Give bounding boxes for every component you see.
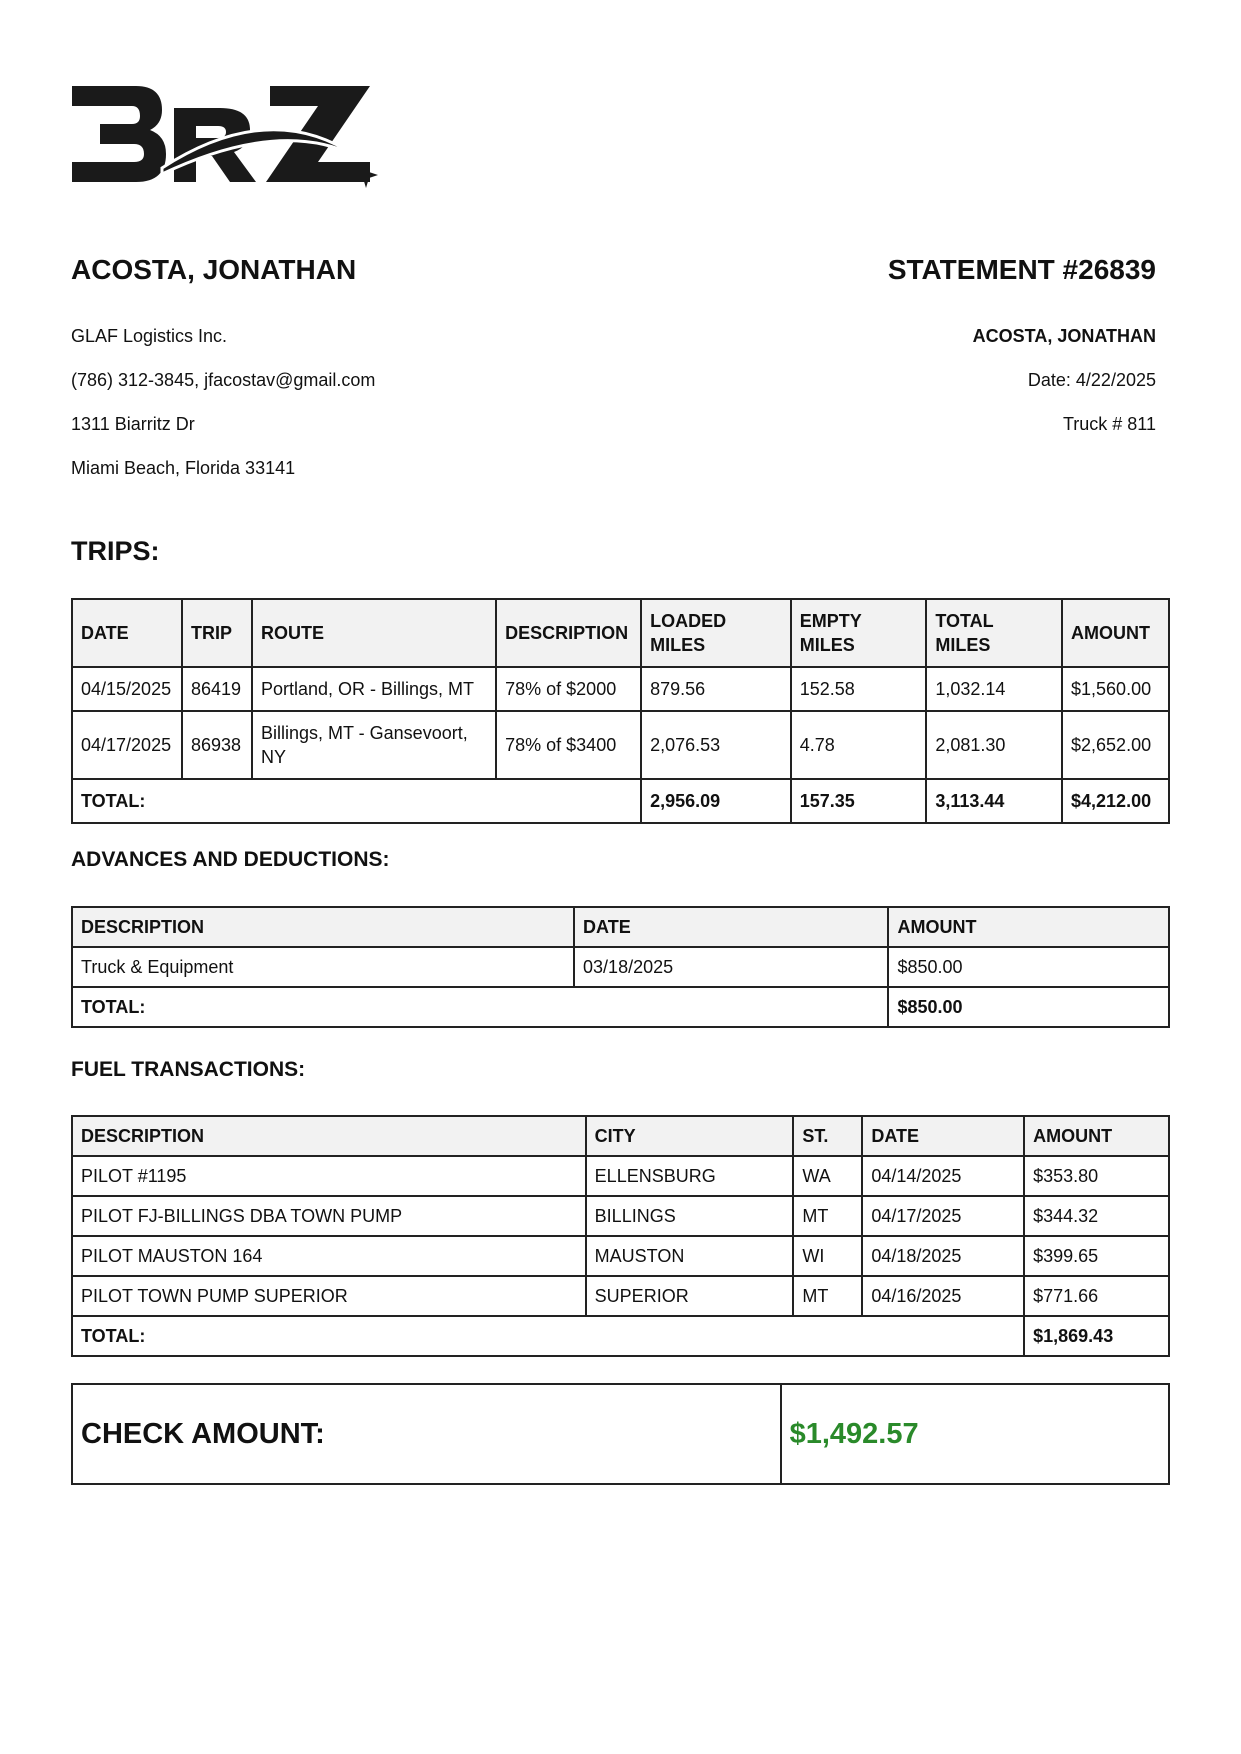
col-header: EMPTY MILES [791, 599, 927, 667]
table-cell: $353.80 [1024, 1156, 1169, 1196]
street-address: 1311 Biarritz Dr [71, 414, 195, 434]
col-header: DATE [574, 907, 888, 947]
total-row [72, 1316, 1169, 1356]
col-header: DESCRIPTION [72, 1116, 586, 1156]
table-header-row [72, 599, 1169, 667]
total-loaded-miles: 2,956.09 [641, 779, 791, 823]
table-header-row [72, 907, 1169, 947]
table-cell: 04/18/2025 [862, 1236, 1024, 1276]
statement-date: Date: 4/22/2025 [1027, 370, 1156, 390]
table-cell: $344.32 [1024, 1196, 1169, 1236]
advances-section-title: ADVANCES AND DEDUCTIONS: [71, 848, 390, 871]
table-cell: 78% of $3400 [496, 711, 641, 779]
contact-line: (786) 312-3845, jfacostav@gmail.com [71, 370, 376, 390]
col-header: TRIP [182, 599, 252, 667]
col-header: LOADED MILES [641, 599, 791, 667]
col-header: DATE [862, 1116, 1024, 1156]
table-row [72, 947, 1169, 987]
col-header: DESCRIPTION [496, 599, 641, 667]
col-header: CITY [586, 1116, 794, 1156]
col-header: TOTAL MILES [926, 599, 1062, 667]
check-amount-row [72, 1384, 1169, 1484]
total-amount: $850.00 [888, 987, 1169, 1027]
col-header: DESCRIPTION [72, 907, 574, 947]
check-amount-value: $1,492.57 [781, 1384, 1169, 1484]
statement-number-heading: STATEMENT #26839 [887, 254, 1156, 285]
table-cell: 879.56 [641, 667, 791, 711]
fuel-table [71, 1115, 1170, 1357]
table-cell: MT [793, 1276, 862, 1316]
fuel-section-title: FUEL TRANSACTIONS: [71, 1058, 306, 1081]
table-cell: 2,081.30 [926, 711, 1062, 779]
col-header: AMOUNT [1024, 1116, 1169, 1156]
col-header: AMOUNT [888, 907, 1169, 947]
table-cell: 04/14/2025 [862, 1156, 1024, 1196]
table-row [72, 1156, 1169, 1196]
table-cell: 04/17/2025 [862, 1196, 1024, 1236]
total-label: TOTAL: [72, 1316, 1024, 1356]
table-cell: SUPERIOR [586, 1276, 794, 1316]
table-cell: Billings, MT - Gansevoort, NY [252, 711, 496, 779]
table-cell: $1,560.00 [1062, 667, 1169, 711]
table-row [72, 667, 1169, 711]
table-cell: MT [793, 1196, 862, 1236]
table-cell: 152.58 [791, 667, 927, 711]
table-cell: WI [793, 1236, 862, 1276]
table-cell: ELLENSBURG [586, 1156, 794, 1196]
table-cell: Portland, OR - Billings, MT [252, 667, 496, 711]
table-cell: MAUSTON [586, 1236, 794, 1276]
table-cell: 86419 [182, 667, 252, 711]
table-cell: 04/16/2025 [862, 1276, 1024, 1316]
check-amount-box [71, 1383, 1170, 1485]
table-cell: PILOT MAUSTON 164 [72, 1236, 586, 1276]
col-header: ST. [793, 1116, 862, 1156]
table-cell: WA [793, 1156, 862, 1196]
table-cell: 04/17/2025 [72, 711, 182, 779]
total-row [72, 987, 1169, 1027]
table-header-row [72, 1116, 1169, 1156]
table-cell: PILOT #1195 [72, 1156, 586, 1196]
table-cell: 04/15/2025 [72, 667, 182, 711]
table-cell: BILLINGS [586, 1196, 794, 1236]
table-row [72, 1276, 1169, 1316]
advances-table [71, 906, 1170, 1028]
col-header: ROUTE [252, 599, 496, 667]
statement-info [973, 314, 1156, 446]
table-cell: $399.65 [1024, 1236, 1169, 1276]
table-cell: $2,652.00 [1062, 711, 1169, 779]
table-cell: 2,076.53 [641, 711, 791, 779]
total-label: TOTAL: [72, 779, 641, 823]
table-cell: PILOT FJ-BILLINGS DBA TOWN PUMP [72, 1196, 586, 1236]
table-cell: 1,032.14 [926, 667, 1062, 711]
table-cell: $850.00 [888, 947, 1169, 987]
table-cell: 4.78 [791, 711, 927, 779]
trips-table [71, 598, 1170, 824]
total-row [72, 779, 1169, 823]
table-cell: 03/18/2025 [574, 947, 888, 987]
col-header: AMOUNT [1062, 599, 1169, 667]
table-row [72, 711, 1169, 779]
total-empty-miles: 157.35 [791, 779, 927, 823]
table-cell: $771.66 [1024, 1276, 1169, 1316]
table-cell: 86938 [182, 711, 252, 779]
check-amount-label: CHECK AMOUNT: [72, 1384, 781, 1484]
city-state-zip: Miami Beach, Florida 33141 [71, 458, 296, 478]
table-cell: 78% of $2000 [496, 667, 641, 711]
total-miles: 3,113.44 [926, 779, 1062, 823]
trips-section-title: TRIPS: [71, 536, 160, 566]
total-amount: $1,869.43 [1024, 1316, 1169, 1356]
col-header: DATE [72, 599, 182, 667]
truck-number: Truck # 811 [1062, 414, 1156, 434]
total-amount: $4,212.00 [1062, 779, 1169, 823]
statement-driver-name: ACOSTA, JONATHAN [972, 326, 1156, 346]
table-row [72, 1236, 1169, 1276]
table-row [72, 1196, 1169, 1236]
driver-name-heading: ACOSTA, JONATHAN [71, 254, 357, 285]
driver-info [71, 314, 375, 490]
table-cell: PILOT TOWN PUMP SUPERIOR [72, 1276, 586, 1316]
company-name: GLAF Logistics Inc. [71, 326, 228, 346]
total-label: TOTAL: [72, 987, 888, 1027]
table-cell: Truck & Equipment [72, 947, 574, 987]
brz-logo [70, 78, 380, 198]
